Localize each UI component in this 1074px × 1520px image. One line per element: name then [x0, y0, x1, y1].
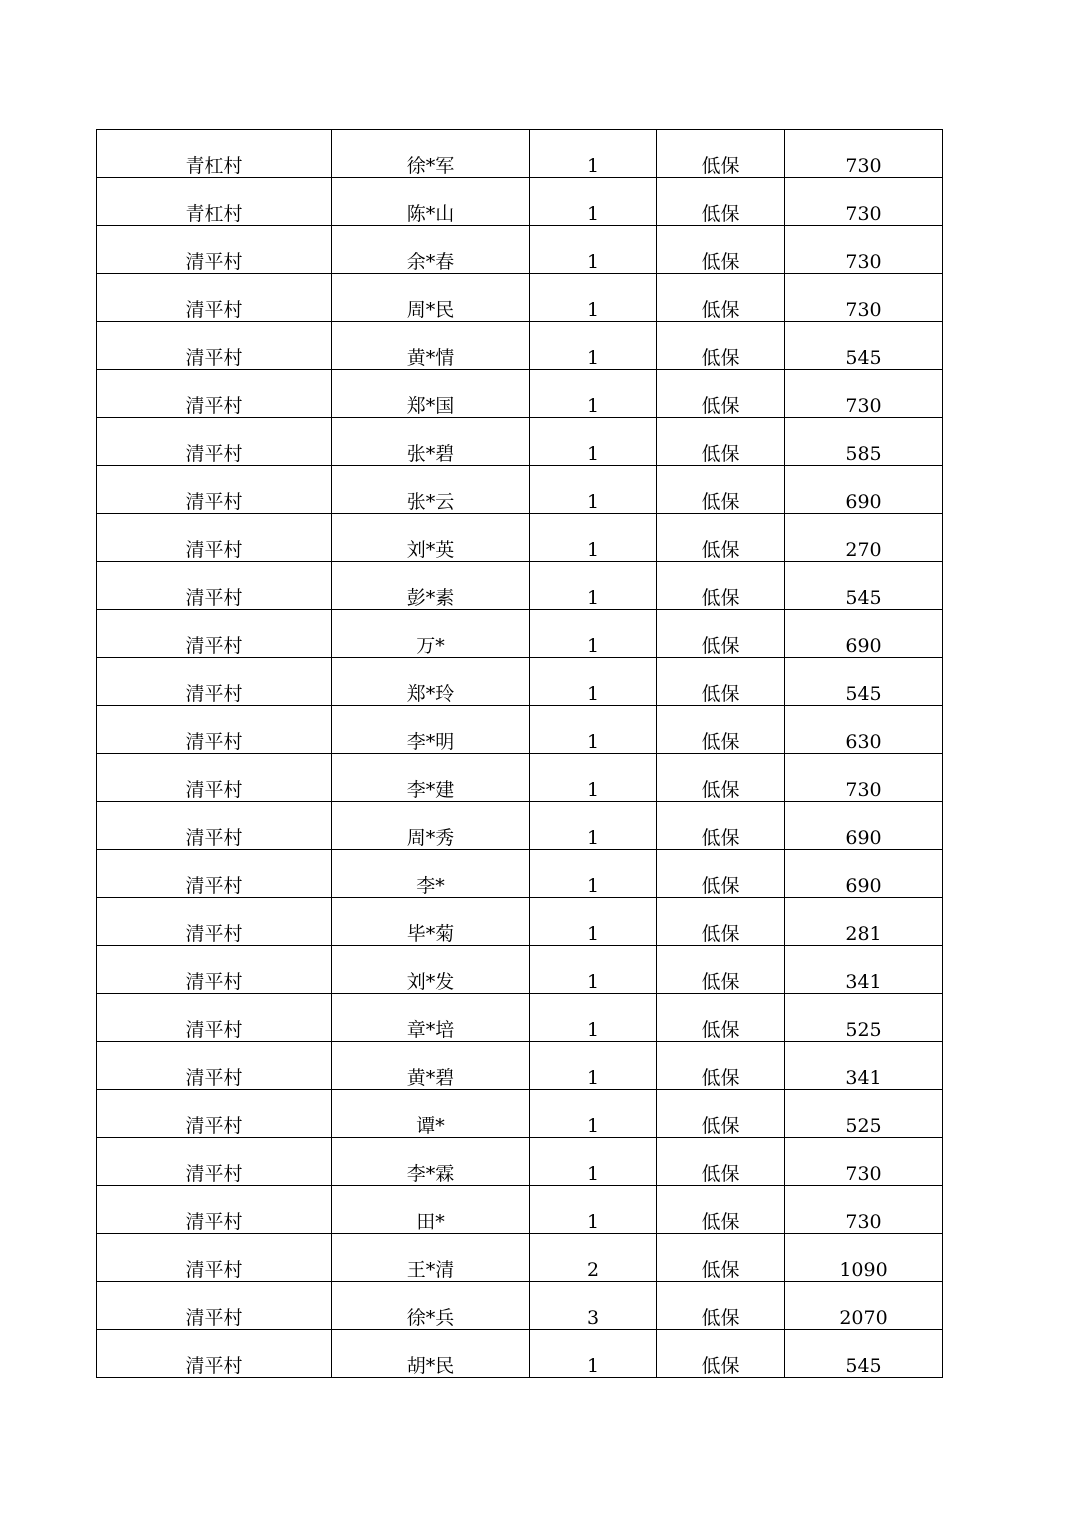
- village-cell: 清平村: [97, 610, 332, 658]
- table-row: [97, 514, 943, 562]
- household-count-cell: 1: [530, 802, 657, 850]
- assistance-type-cell: 低保: [657, 226, 785, 274]
- name-cell: 黄*情: [332, 322, 530, 370]
- table-row: [97, 466, 943, 514]
- assistance-type-cell: 低保: [657, 1138, 785, 1186]
- table-row: [97, 1042, 943, 1090]
- amount-cell: 690: [785, 802, 943, 850]
- amount-cell: 1090: [785, 1234, 943, 1282]
- village-cell: 清平村: [97, 898, 332, 946]
- assistance-type-cell: 低保: [657, 706, 785, 754]
- assistance-type-cell: 低保: [657, 1090, 785, 1138]
- roster-sheet: [96, 129, 943, 1378]
- household-count-cell: 1: [530, 322, 657, 370]
- amount-cell: 341: [785, 946, 943, 994]
- table-row: [97, 1090, 943, 1138]
- assistance-type-cell: 低保: [657, 274, 785, 322]
- table-row: [97, 274, 943, 322]
- name-cell: 刘*英: [332, 514, 530, 562]
- name-cell: 张*云: [332, 466, 530, 514]
- village-cell: 清平村: [97, 562, 332, 610]
- name-cell: 郑*国: [332, 370, 530, 418]
- assistance-type-cell: 低保: [657, 1330, 785, 1378]
- household-count-cell: 1: [530, 994, 657, 1042]
- name-cell: 周*秀: [332, 802, 530, 850]
- roster-table-body: [97, 130, 943, 1378]
- amount-cell: 730: [785, 226, 943, 274]
- household-count-cell: 1: [530, 1138, 657, 1186]
- assistance-type-cell: 低保: [657, 994, 785, 1042]
- table-row: [97, 754, 943, 802]
- assistance-type-cell: 低保: [657, 178, 785, 226]
- name-cell: 黄*碧: [332, 1042, 530, 1090]
- table-row: [97, 802, 943, 850]
- amount-cell: 545: [785, 322, 943, 370]
- table-row: [97, 322, 943, 370]
- household-count-cell: 1: [530, 610, 657, 658]
- table-row: [97, 1186, 943, 1234]
- village-cell: 清平村: [97, 466, 332, 514]
- household-count-cell: 3: [530, 1282, 657, 1330]
- amount-cell: 270: [785, 514, 943, 562]
- amount-cell: 690: [785, 610, 943, 658]
- village-cell: 清平村: [97, 1234, 332, 1282]
- name-cell: 章*培: [332, 994, 530, 1042]
- village-cell: 清平村: [97, 514, 332, 562]
- village-cell: 清平村: [97, 1042, 332, 1090]
- assistance-type-cell: 低保: [657, 322, 785, 370]
- table-row: [97, 850, 943, 898]
- village-cell: 清平村: [97, 850, 332, 898]
- village-cell: 清平村: [97, 994, 332, 1042]
- name-cell: 李*明: [332, 706, 530, 754]
- name-cell: 李*建: [332, 754, 530, 802]
- village-cell: 清平村: [97, 370, 332, 418]
- assistance-type-cell: 低保: [657, 1186, 785, 1234]
- village-cell: 清平村: [97, 322, 332, 370]
- name-cell: 陈*山: [332, 178, 530, 226]
- assistance-type-cell: 低保: [657, 850, 785, 898]
- household-count-cell: 1: [530, 1186, 657, 1234]
- name-cell: 郑*玲: [332, 658, 530, 706]
- village-cell: 青杠村: [97, 178, 332, 226]
- amount-cell: 281: [785, 898, 943, 946]
- household-count-cell: 1: [530, 418, 657, 466]
- household-count-cell: 1: [530, 370, 657, 418]
- name-cell: 万*: [332, 610, 530, 658]
- village-cell: 清平村: [97, 1090, 332, 1138]
- name-cell: 徐*军: [332, 130, 530, 178]
- name-cell: 李*霖: [332, 1138, 530, 1186]
- assistance-type-cell: 低保: [657, 658, 785, 706]
- table-row: [97, 1330, 943, 1378]
- name-cell: 毕*菊: [332, 898, 530, 946]
- assistance-type-cell: 低保: [657, 370, 785, 418]
- amount-cell: 730: [785, 178, 943, 226]
- household-count-cell: 1: [530, 754, 657, 802]
- village-cell: 清平村: [97, 1138, 332, 1186]
- amount-cell: 730: [785, 274, 943, 322]
- village-cell: 清平村: [97, 274, 332, 322]
- name-cell: 彭*素: [332, 562, 530, 610]
- table-row: [97, 946, 943, 994]
- amount-cell: 525: [785, 994, 943, 1042]
- household-count-cell: 1: [530, 466, 657, 514]
- table-row: [97, 226, 943, 274]
- table-row: [97, 1138, 943, 1186]
- household-count-cell: 2: [530, 1234, 657, 1282]
- assistance-type-cell: 低保: [657, 1234, 785, 1282]
- amount-cell: 730: [785, 1138, 943, 1186]
- table-row: [97, 1234, 943, 1282]
- village-cell: 清平村: [97, 802, 332, 850]
- amount-cell: 730: [785, 130, 943, 178]
- assistance-type-cell: 低保: [657, 418, 785, 466]
- household-count-cell: 1: [530, 898, 657, 946]
- assistance-type-cell: 低保: [657, 946, 785, 994]
- name-cell: 田*: [332, 1186, 530, 1234]
- name-cell: 余*春: [332, 226, 530, 274]
- assistance-type-cell: 低保: [657, 1042, 785, 1090]
- household-count-cell: 1: [530, 178, 657, 226]
- assistance-type-cell: 低保: [657, 754, 785, 802]
- name-cell: 张*碧: [332, 418, 530, 466]
- village-cell: 清平村: [97, 1186, 332, 1234]
- household-count-cell: 1: [530, 658, 657, 706]
- household-count-cell: 1: [530, 274, 657, 322]
- assistance-type-cell: 低保: [657, 610, 785, 658]
- amount-cell: 545: [785, 658, 943, 706]
- amount-cell: 585: [785, 418, 943, 466]
- household-count-cell: 1: [530, 706, 657, 754]
- household-count-cell: 1: [530, 562, 657, 610]
- table-row: [97, 1282, 943, 1330]
- assistance-type-cell: 低保: [657, 466, 785, 514]
- table-row: [97, 130, 943, 178]
- amount-cell: 545: [785, 562, 943, 610]
- table-row: [97, 562, 943, 610]
- village-cell: 清平村: [97, 1282, 332, 1330]
- amount-cell: 730: [785, 754, 943, 802]
- table-row: [97, 370, 943, 418]
- amount-cell: 690: [785, 466, 943, 514]
- name-cell: 谭*: [332, 1090, 530, 1138]
- amount-cell: 630: [785, 706, 943, 754]
- amount-cell: 730: [785, 370, 943, 418]
- assistance-type-cell: 低保: [657, 514, 785, 562]
- household-count-cell: 1: [530, 1090, 657, 1138]
- village-cell: 清平村: [97, 1330, 332, 1378]
- table-row: [97, 418, 943, 466]
- amount-cell: 2070: [785, 1282, 943, 1330]
- table-row: [97, 898, 943, 946]
- household-count-cell: 1: [530, 946, 657, 994]
- assistance-type-cell: 低保: [657, 1282, 785, 1330]
- household-count-cell: 1: [530, 1042, 657, 1090]
- name-cell: 王*清: [332, 1234, 530, 1282]
- village-cell: 清平村: [97, 226, 332, 274]
- table-row: [97, 658, 943, 706]
- name-cell: 周*民: [332, 274, 530, 322]
- name-cell: 李*: [332, 850, 530, 898]
- household-count-cell: 1: [530, 514, 657, 562]
- village-cell: 清平村: [97, 946, 332, 994]
- village-cell: 清平村: [97, 706, 332, 754]
- assistance-type-cell: 低保: [657, 802, 785, 850]
- name-cell: 胡*民: [332, 1330, 530, 1378]
- assistance-type-cell: 低保: [657, 130, 785, 178]
- amount-cell: 690: [785, 850, 943, 898]
- assistance-type-cell: 低保: [657, 562, 785, 610]
- table-row: [97, 610, 943, 658]
- household-count-cell: 1: [530, 226, 657, 274]
- name-cell: 徐*兵: [332, 1282, 530, 1330]
- table-row: [97, 994, 943, 1042]
- village-cell: 青杠村: [97, 130, 332, 178]
- name-cell: 刘*发: [332, 946, 530, 994]
- household-count-cell: 1: [530, 1330, 657, 1378]
- table-row: [97, 706, 943, 754]
- assistance-type-cell: 低保: [657, 898, 785, 946]
- village-cell: 清平村: [97, 418, 332, 466]
- household-count-cell: 1: [530, 850, 657, 898]
- village-cell: 清平村: [97, 658, 332, 706]
- household-count-cell: 1: [530, 130, 657, 178]
- amount-cell: 525: [785, 1090, 943, 1138]
- amount-cell: 730: [785, 1186, 943, 1234]
- amount-cell: 341: [785, 1042, 943, 1090]
- amount-cell: 545: [785, 1330, 943, 1378]
- roster-table: [96, 129, 943, 1378]
- table-row: [97, 178, 943, 226]
- village-cell: 清平村: [97, 754, 332, 802]
